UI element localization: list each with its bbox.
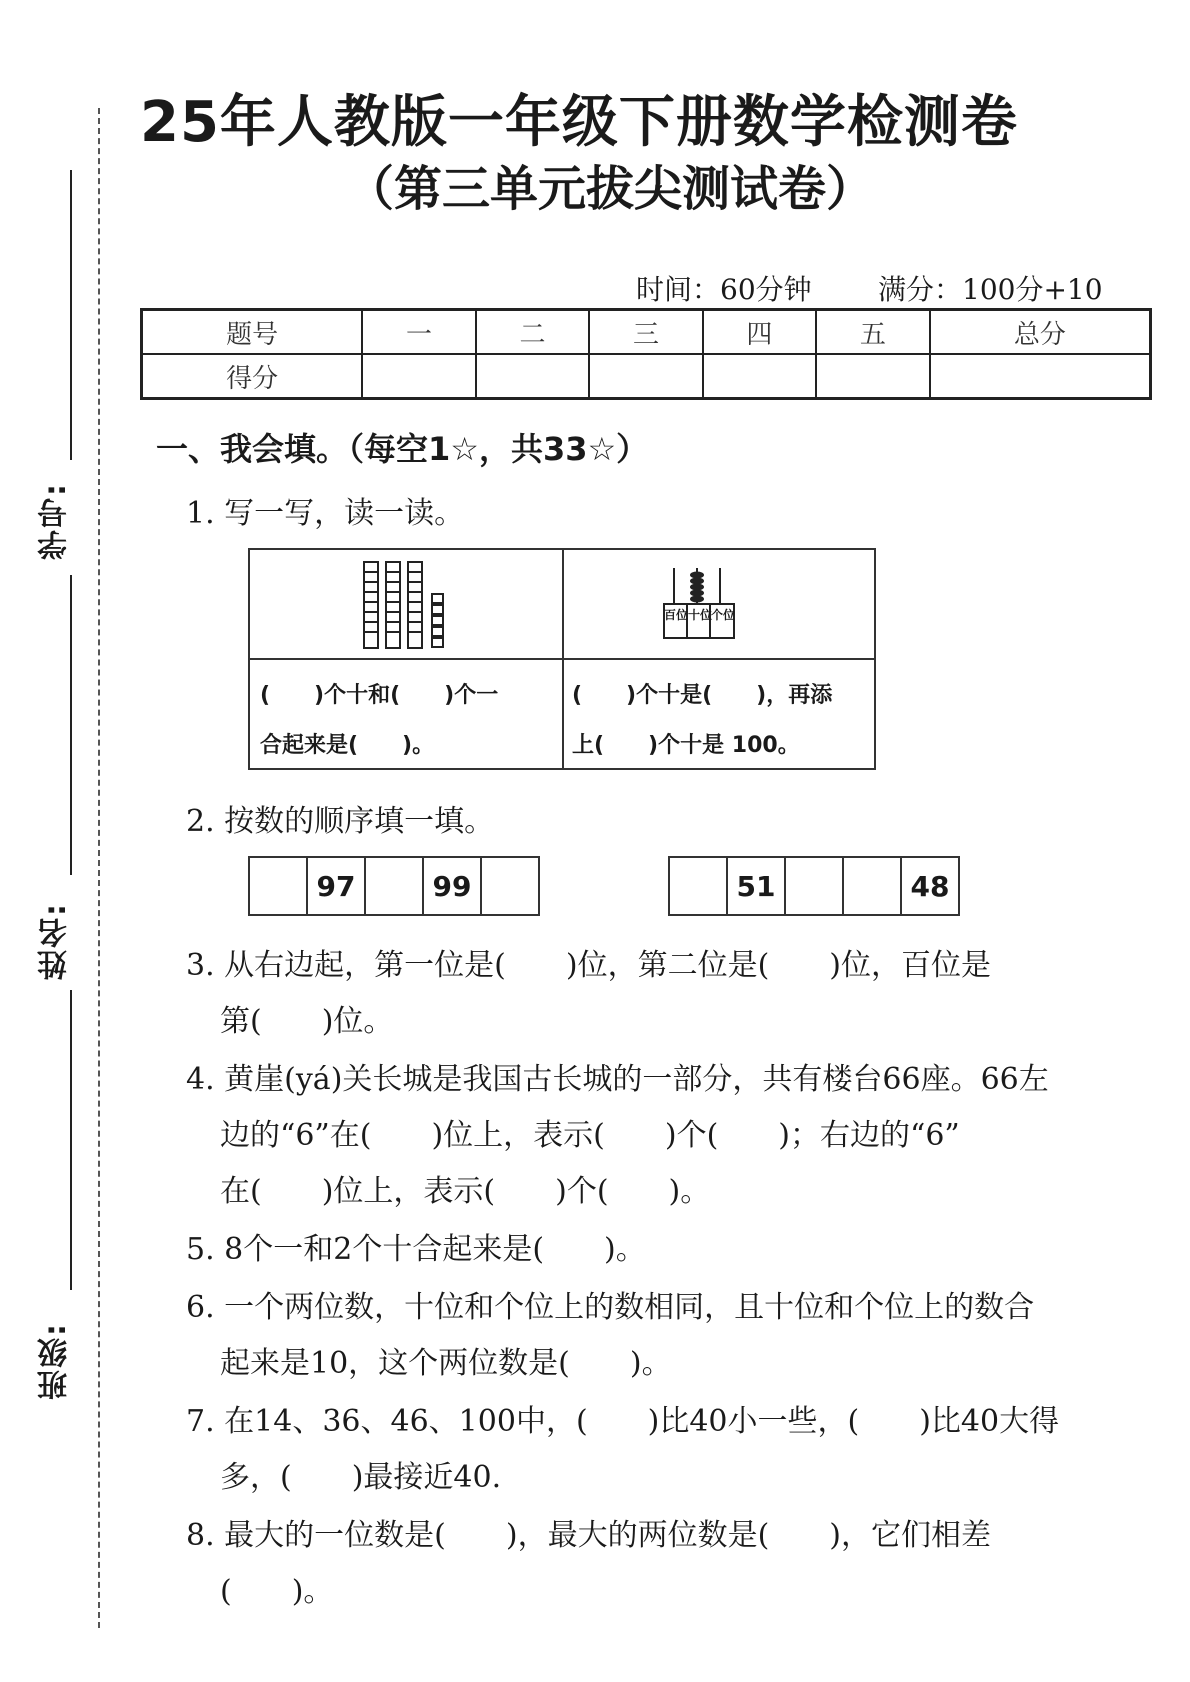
question-4-line-1: 4. 黄崖(yá)关长城是我国古长城的一部分，共有楼台66座。66左 — [186, 1062, 1049, 1097]
page-title: 25年人教版一年级下册数学检测卷 — [140, 90, 1018, 155]
score-table-header-row — [142, 310, 1151, 355]
score-table-score-row — [142, 354, 1151, 399]
section-heading: 一、我会填。（每空1☆，共33☆） — [156, 430, 649, 468]
score-input-cell[interactable] — [476, 354, 589, 399]
page-subtitle: （第三单元拔尖测试卷） — [346, 161, 875, 217]
question-8-line-1: 8. 最大的一位数是( )，最大的两位数是( )，它们相差 — [186, 1518, 991, 1553]
abacus-image — [662, 564, 748, 640]
q1-right-line-1: ( )个十是( )，再添 — [572, 683, 833, 708]
question-8-line-2: ( )。 — [220, 1574, 334, 1609]
number-sequence-2 — [668, 856, 960, 916]
sequence-cell: 51 — [728, 858, 786, 914]
binding-dashed-line — [98, 108, 100, 1628]
q1-left-line-2: 合起来是( )。 — [260, 733, 435, 758]
student-id-label: 学号: — [38, 482, 73, 560]
score-header-cell: 五 — [816, 310, 929, 355]
base-ten-blocks-image — [360, 558, 470, 654]
sequence-cell[interactable] — [786, 858, 844, 914]
question-5: 5. 8个一和2个十合起来是( )。 — [186, 1232, 646, 1267]
score-input-cell[interactable] — [703, 354, 816, 399]
time-limit: 时间：60分钟 — [636, 273, 812, 306]
abacus-label-tens: 十位 — [688, 608, 713, 622]
score-header-cell: 一 — [362, 310, 475, 355]
question-1: 1. 写一写，读一读。 — [186, 496, 465, 531]
q1-divider-horizontal — [250, 658, 874, 660]
score-input-cell[interactable] — [816, 354, 929, 399]
score-header-cell: 二 — [476, 310, 589, 355]
sequence-cell: 48 — [910, 869, 950, 903]
sequence-cell[interactable] — [250, 858, 308, 914]
question-2: 2. 按数的顺序填一填。 — [186, 804, 495, 839]
full-score: 满分：100分+10 — [878, 273, 1103, 306]
score-input-cell[interactable] — [589, 354, 702, 399]
sequence-cell: 99 — [424, 858, 482, 914]
question-3-line-2: 第( )位。 — [220, 1004, 394, 1039]
score-header-cell: 总分 — [930, 310, 1151, 355]
score-input-cell[interactable] — [930, 354, 1151, 399]
question-3-line-1: 3. 从右边起，第一位是( )位，第二位是( )位，百位是 — [186, 948, 991, 983]
sequence-cell[interactable] — [482, 858, 538, 914]
question-4-line-3: 在( )位上，表示( )个( )。 — [220, 1174, 711, 1209]
question-6-line-2: 起来是10，这个两位数是( )。 — [220, 1346, 672, 1381]
score-table — [140, 308, 1152, 400]
q1-figure-box — [248, 548, 876, 770]
score-header-cell: 四 — [703, 310, 816, 355]
score-header-cell: 三 — [589, 310, 702, 355]
sequence-cell[interactable] — [844, 858, 902, 914]
q1-right-line-2: 上( )个十是 100。 — [572, 733, 800, 758]
class-rule-top — [70, 990, 72, 1290]
q1-left-line-1: ( )个十和( )个一 — [260, 683, 499, 708]
question-7-line-2: 多，( )最接近40. — [220, 1460, 502, 1495]
score-row-label: 得分 — [142, 354, 363, 399]
sequence-cell[interactable] — [670, 858, 728, 914]
name-label: 姓名: — [38, 902, 73, 980]
question-7-line-1: 7. 在14、36、46、100中，( )比40小一些，( )比40大得 — [186, 1404, 1060, 1439]
class-label: 班级: — [38, 1322, 73, 1400]
score-header-cell: 题号 — [142, 310, 363, 355]
number-sequence-1 — [248, 856, 540, 916]
abacus-label-ones: 个位 — [711, 608, 736, 622]
sequence-cell[interactable] — [366, 858, 424, 914]
question-4-line-2: 边的“6”在( )位上，表示( )个( )；右边的“6” — [220, 1118, 960, 1153]
name-rule-top — [70, 575, 72, 875]
abacus-label-hundreds: 百位 — [664, 608, 689, 622]
sequence-cell: 97 — [308, 858, 366, 914]
score-input-cell[interactable] — [362, 354, 475, 399]
student-id-rule — [70, 170, 72, 460]
question-6-line-1: 6. 一个两位数，十位和个位上的数相同，且十位和个位上的数合 — [186, 1290, 1035, 1325]
